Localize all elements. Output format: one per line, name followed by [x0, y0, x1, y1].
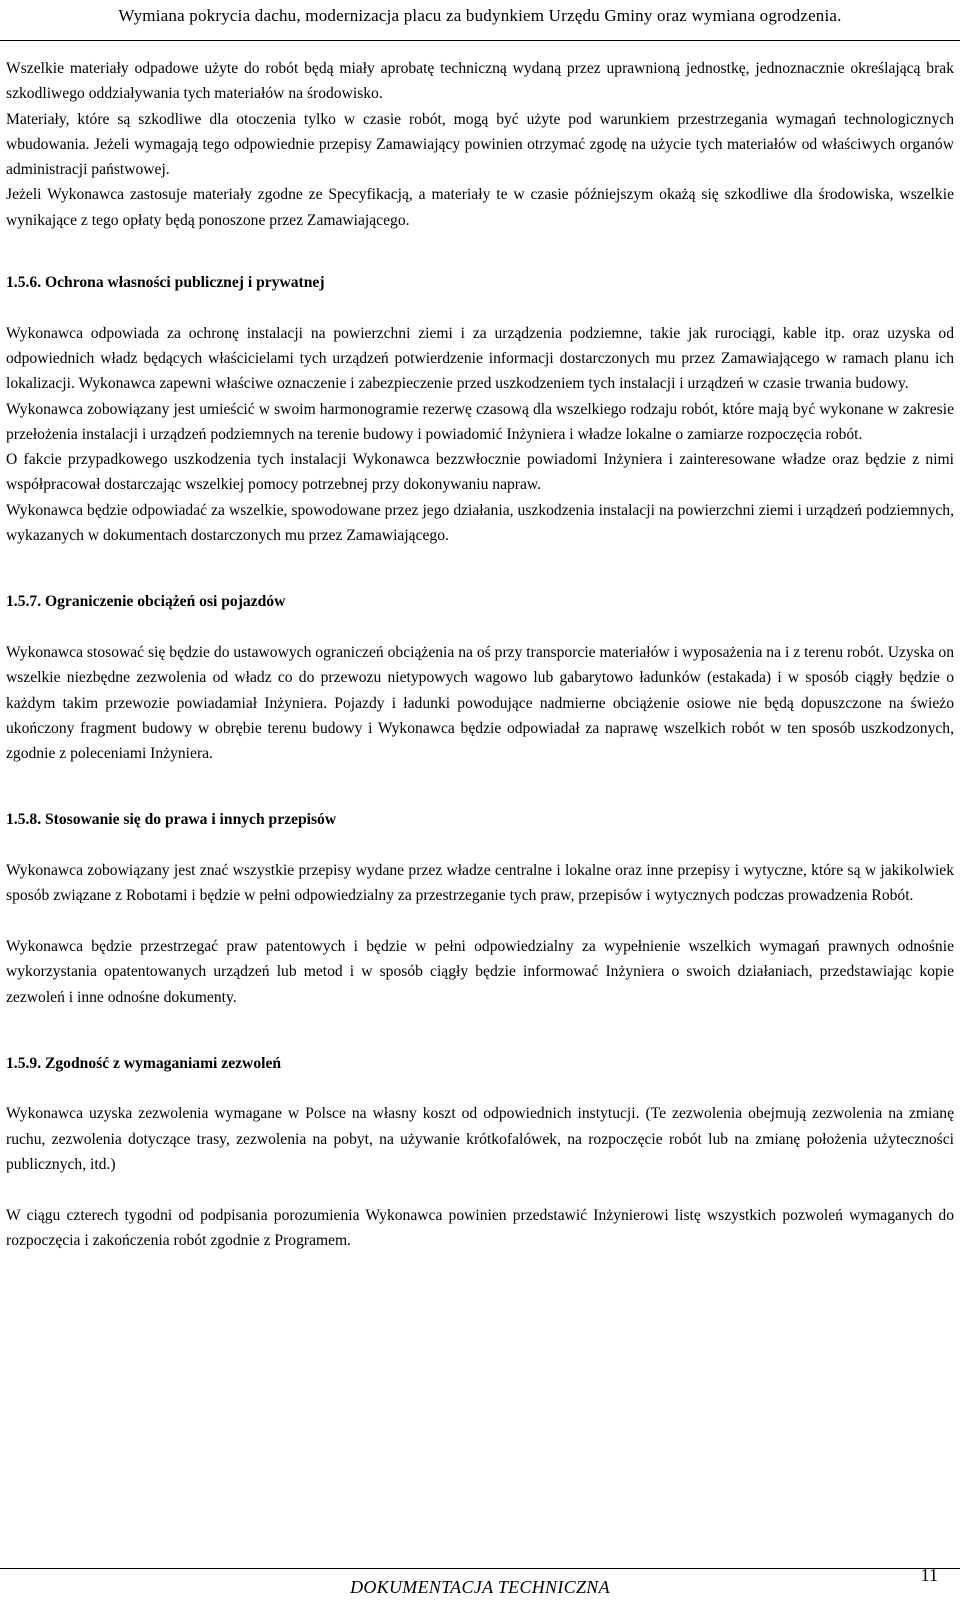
page-footer: [0, 1565, 960, 1604]
page-header: [0, 0, 960, 41]
section-paragraph: Wykonawca zobowiązany jest znać wszystkie przepisy wydane przez władze centralne i lokalne oraz inne przepisy i wytyczne, które są w jakikolwiek sposób związane z Robotami i będzie w pełni odpowiedzialny za przestrzeganie tych praw, przepisów i wytycznych podczas prowadzenia Robót.: [6, 862, 954, 905]
section-heading-1-5-9: 1.5.9. Zgodność z wymaganiami zezwoleń: [6, 1054, 282, 1072]
section-paragraph: W ciągu czterech tygodni od podpisania porozumienia Wykonawca powinien przedstawić Inżynierowi listę wszystkich pozwoleń wymaganych do rozpoczęcia i zakończenia robót zgodnie z Programem.: [6, 1206, 954, 1249]
section-heading-1-5-6: 1.5.6. Ochrona własności publicznej i prywatnej: [6, 274, 325, 292]
document-body: [6, 56, 954, 1253]
intro-paragraph: Jeżeli Wykonawca zastosuje materiały zgodne ze Specyfikacją, a materiały te w czasie późniejszym okażą się szkodliwe dla środowiska, wszelkie wynikające z tego opłaty będą ponoszone przez Zamawiającego.: [6, 186, 954, 229]
section-paragraph: Wykonawca będzie przestrzegać praw patentowych i będzie w pełni odpowiedzialny za wypełnienie wszelkich wymagań prawnych odnośnie wykorzystania opatentowanych urządzeń lub metod i w sposób ciągły będzie informować Inżyniera o swoich działaniach, przedstawiając kopie zezwoleń i inne odnośne dokumenty.: [6, 937, 954, 1006]
intro-paragraph: Wszelkie materiały odpadowe użyte do robót będą miały aprobatę techniczną wydaną przez uprawnioną jednostkę, jednoznacznie określającą brak szkodliwego oddziaływania tych materiałów na środowisko.: [6, 60, 954, 103]
section-heading-1-5-7: 1.5.7. Ograniczenie obciążeń osi pojazdów: [6, 593, 286, 611]
section-paragraph: Wykonawca odpowiada za ochronę instalacji na powierzchni ziemi i za urządzenia podziemne, takie jak rurociągi, kable itp. oraz uzyska od odpowiednich władz będących właścicielami tych urządzeń potwierdzenie informacji dostarczonych mu przez Zamawiającego w ramach planu ich lokalizacji. Wykonawca zapewni właściwe oznaczenie i zabezpieczenie przed uszkodzeniem tych instalacji i urządzeń w czasie trwania budowy.: [6, 324, 954, 393]
section-paragraph: Wykonawca uzyska zezwolenia wymagane w Polsce na własny koszt od odpowiednich instytucji. (Te zezwolenia obejmują zezwolenia na zmianę ruchu, zezwolenia dotyczące trasy, zezwolenia na pobyt, na używanie krótkofalówek, na rozpoczęcie robót lub na zmianę położenia użyteczności publicznych, itd.): [6, 1105, 954, 1173]
footer-title: DOKUMENTACJA TECHNICZNA: [350, 1577, 610, 1597]
section-paragraph: O fakcie przypadkowego uszkodzenia tych instalacji Wykonawca bezzwłocznie powiadomi Inżyniera i zainteresowane władze oraz będzie z nimi współpracował dostarczając wszelkiej pomocy potrzebnej przy dokonywaniu napraw.: [6, 451, 954, 494]
section-paragraph: Wykonawca stosować się będzie do ustawowych ograniczeń obciążenia na oś przy transporcie materiałów i wyposażenia na i z terenu robót. Uzyska on wszelkie niezbędne zezwolenia od władz co do przewozu nietypowych wagowo lub gabarytowo ładunków (estakada) i w sposób ciągły będzie o każdym takim przewozie powiadamiał Inżyniera. Pojazdy i ładunki powodujące nadmierne obciążenie osiowe nie będą dopuszczone na świeżo ukończony fragment budowy w obrębie terenu budowy i Wykonawca będzie odpowiadał za naprawę wszelkich robót w ten sposób uszkodzonych, zgodnie z poleceniami Inżyniera.: [6, 643, 954, 763]
section-paragraph: Wykonawca będzie odpowiadać za wszelkie, spowodowane przez jego działania, uszkodzenia instalacji na powierzchni ziemi i urządzeń podziemnych, wykazanych w dokumentach dostarczonych mu przez Zamawiającego.: [6, 501, 954, 545]
section-paragraph: Wykonawca zobowiązany jest umieścić w swoim harmonogramie rezerwę czasową dla wszelkiego rodzaju robót, które mają być wykonane w zakresie przełożenia instalacji i urządzeń podziemnych na terenie budowy i powiadomić Inżyniera i władze lokalne o zamiarze rozpoczęcia robót.: [6, 400, 954, 443]
section-heading-1-5-8: 1.5.8. Stosowanie się do prawa i innych przepisów: [6, 811, 337, 829]
page-number: 11: [920, 1565, 938, 1585]
intro-paragraph: Materiały, które są szkodliwe dla otoczenia tylko w czasie robót, mogą być użyte pod warunkiem przestrzegania wymagań technologicznych wbudowania. Jeżeli wymagają tego odpowiednie przepisy Zamawiający powinien otrzymać zgodę na użycie tych materiałów od właściwych organów administracji państwowej.: [6, 110, 954, 179]
header-title: Wymiana pokrycia dachu, modernizacja placu za budynkiem Urzędu Gminy oraz wymiana ogrodzenia.: [118, 6, 842, 25]
